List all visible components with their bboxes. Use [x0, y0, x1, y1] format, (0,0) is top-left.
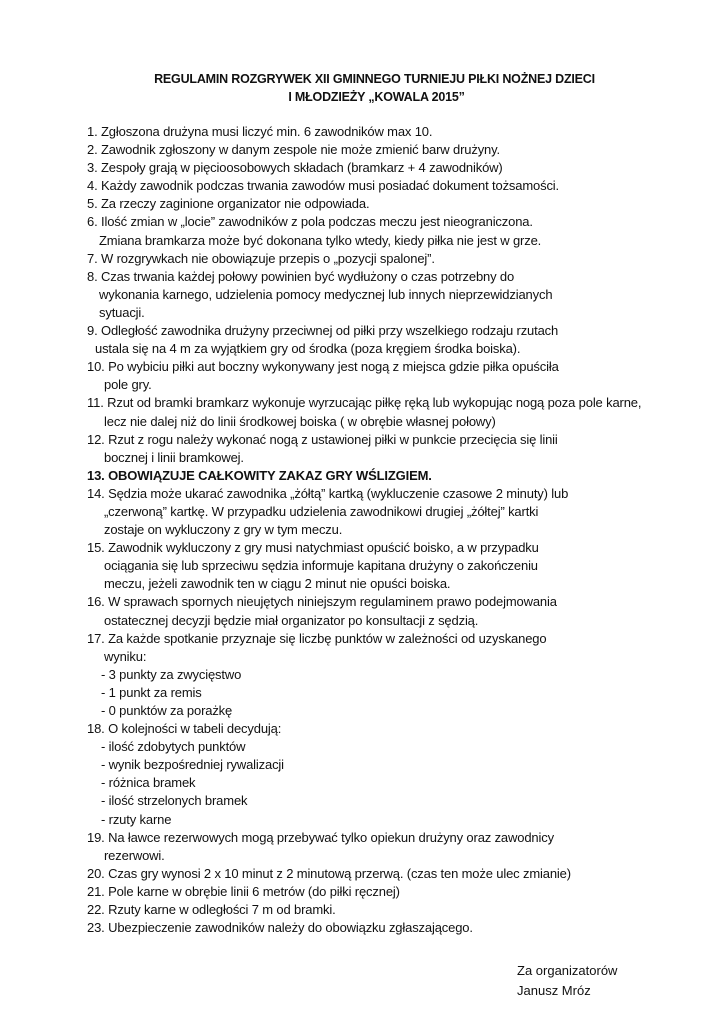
rule-subitem: - różnica bramek	[101, 775, 196, 791]
rule-item: 21. Pole karne w obrębie linii 6 metrów (do piłki ręcznej)	[87, 883, 400, 899]
rule-subitem: - 3 punkty za zwycięstwo	[101, 666, 242, 682]
rule-item: 3. Zespoły grają w pięcioosobowych składach (bramkarz + 4 zawodników)	[87, 160, 503, 176]
rule-item: 7. W rozgrywkach nie obowiązuje przepis o „pozycji spalonej”.	[87, 250, 435, 266]
rule-item: 10. Po wybiciu piłki aut boczny wykonywany jest nogą z miejsca gdzie piłka opuściła	[87, 359, 559, 375]
rule-subitem: - ilość zdobytych punktów	[101, 739, 246, 755]
rule-subitem: - 1 punkt za remis	[101, 684, 202, 700]
rule-item: 13. OBOWIĄZUJE CAŁKOWITY ZAKAZ GRY WŚLIZGIEM.	[87, 467, 432, 483]
rule-item: 8. Czas trwania każdej połowy powinien być wydłużony o czas potrzebny do	[87, 268, 515, 284]
rule-subitem: - ilość strzelonych bramek	[101, 793, 248, 809]
rule-item: 16. W sprawach spornych nieujętych niniejszym regulaminem prawo podejmowania	[87, 594, 557, 610]
rule-continuation: sytuacji.	[99, 304, 145, 320]
rule-item: 15. Zawodnik wykluczony z gry musi natychmiast opuścić boisko, a w przypadku	[87, 540, 539, 556]
title-line-2: I MŁODZIEŻY „KOWALA 2015”	[288, 90, 465, 104]
rule-item: 2. Zawodnik zgłoszony w danym zespole nie może zmienić barw drużyny.	[87, 142, 500, 158]
rule-continuation: pole gry.	[104, 377, 152, 393]
rule-item: 20. Czas gry wynosi 2 x 10 minut z 2 minutową przerwą. (czas ten może ulec zmianie)	[87, 865, 571, 881]
rule-item: 5. Za rzeczy zaginione organizator nie odpowiada.	[87, 196, 370, 212]
rule-subitem: - rzuty karne	[101, 811, 172, 827]
rule-item: 6. Ilość zmian w „locie” zawodników z pola podczas meczu jest nieograniczona.	[87, 214, 533, 230]
rule-continuation: rezerwowi.	[104, 847, 165, 863]
rule-item: 11. Rzut od bramki bramkarz wykonuje wyrzucając piłkę ręką lub wykopując nogą poza pole karne,	[87, 395, 642, 411]
rule-continuation: ociągania się lub sprzeciwu sędzia informuje kapitana drużyny o zakończeniu	[104, 558, 538, 574]
rule-continuation: ustala się na 4 m za wyjątkiem gry od środka (poza kręgiem środka boiska).	[95, 341, 521, 357]
document-title	[0, 70, 725, 106]
rule-subitem: - wynik bezpośredniej rywalizacji	[101, 757, 284, 773]
rule-item: 19. Na ławce rezerwowych mogą przebywać tylko opiekun drużyny oraz zawodnicy	[87, 829, 554, 845]
rule-continuation: zostaje on wykluczony z gry w tym meczu.	[104, 522, 343, 538]
rule-continuation: Zmiana bramkarza może być dokonana tylko wtedy, kiedy piłka nie jest w grze.	[99, 232, 542, 248]
rule-continuation: meczu, jeżeli zawodnik ten w ciągu 2 minut nie opuści boiska.	[104, 576, 451, 592]
signature-caption: Za organizatorów	[517, 963, 618, 978]
rule-item: 22. Rzuty karne w odległości 7 m od bramki.	[87, 902, 336, 918]
rule-item: 12. Rzut z rogu należy wykonać nogą z ustawionej piłki w punkcie przecięcia się linii	[87, 431, 558, 447]
rule-continuation: lecz nie dalej niż do linii środkowej boiska ( w obrębie własnej połowy)	[104, 413, 496, 429]
rule-item: 23. Ubezpieczenie zawodników należy do obowiązku zgłaszającego.	[87, 920, 473, 936]
rule-item: 1. Zgłoszona drużyna musi liczyć min. 6 zawodników max 10.	[87, 124, 433, 139]
rule-continuation: wykonania karnego, udzielenia pomocy medycznej lub innych nieprzewidzianych	[99, 286, 553, 302]
title-line-1: REGULAMIN ROZGRYWEK XII GMINNEGO TURNIEJU PIŁKI NOŻNEJ DZIECI	[154, 72, 595, 86]
rule-item: 14. Sędzia może ukarać zawodnika „żółtą” kartką (wykluczenie czasowe 2 minuty) lub	[87, 485, 569, 501]
rule-item: 17. Za każde spotkanie przyznaje się liczbę punktów w zależności od uzyskanego	[87, 630, 547, 646]
rule-subitem: - 0 punktów za porażkę	[101, 703, 233, 718]
rule-item: 9. Odległość zawodnika drużyny przeciwnej od piłki przy wszelkiego rodzaju rzutach	[87, 323, 559, 339]
signature-block	[517, 961, 617, 1001]
rules-list	[87, 123, 702, 937]
rule-continuation: wyniku:	[104, 648, 147, 664]
rule-continuation: bocznej i linii bramkowej.	[104, 449, 244, 465]
signature-name: Janusz Mróz	[517, 983, 591, 998]
rule-continuation: ostatecznej decyzji będzie miał organizator po konsultacji z sędzią.	[104, 612, 479, 628]
rule-item: 18. O kolejności w tabeli decydują:	[87, 721, 282, 737]
rule-item: 4. Każdy zawodnik podczas trwania zawodów musi posiadać dokument tożsamości.	[87, 178, 560, 194]
rule-continuation: „czerwoną” kartkę. W przypadku udzielenia zawodnikowi drugiej „żółtej” kartki	[104, 503, 539, 519]
